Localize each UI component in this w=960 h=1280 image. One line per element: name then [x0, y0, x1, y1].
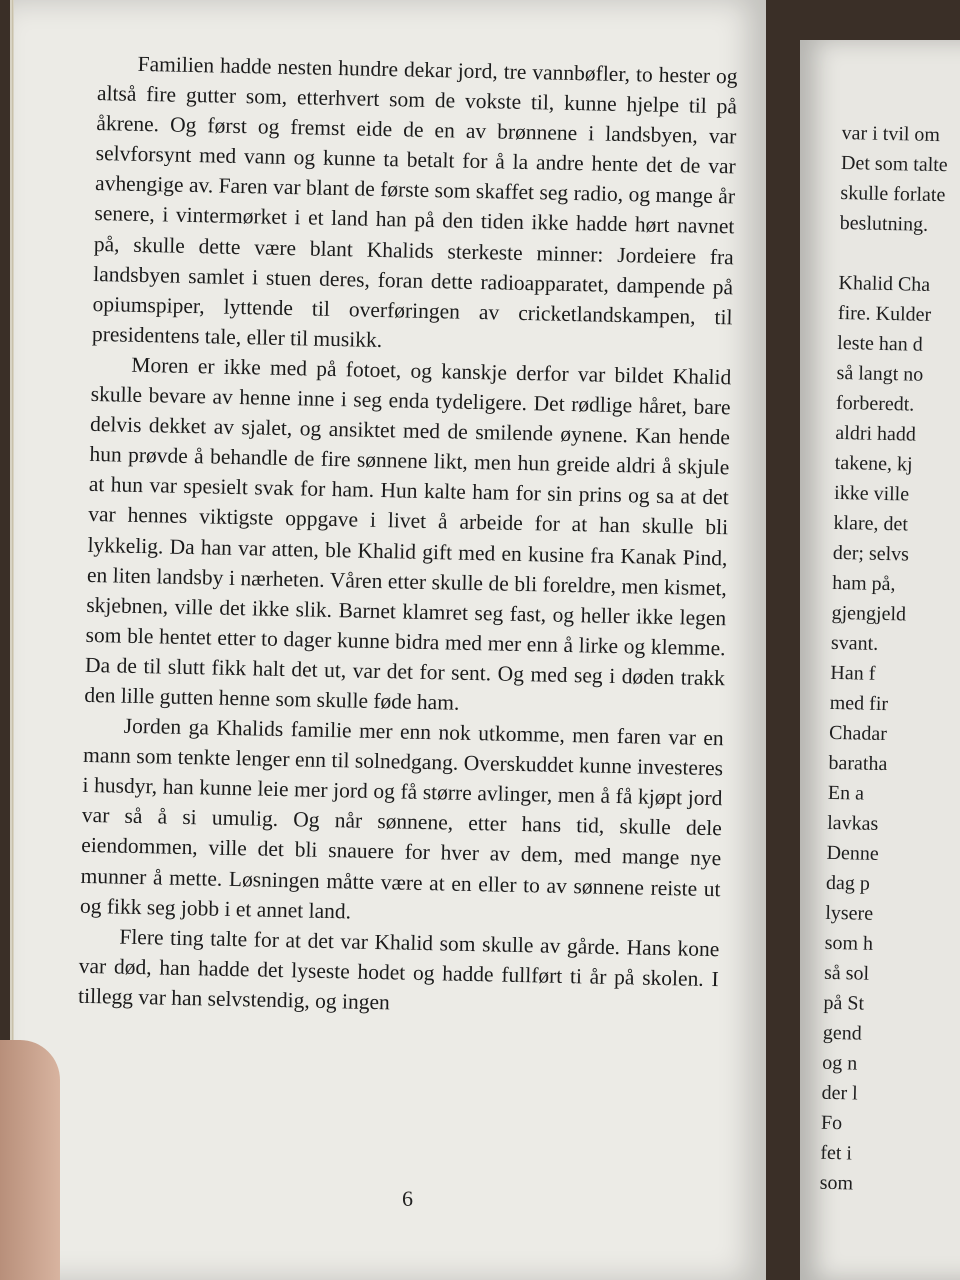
right-page-line: svant. — [830, 631, 879, 655]
right-page-line: aldri hadd — [835, 421, 917, 446]
right-page-line: En a — [827, 781, 865, 805]
paragraph-4: Flere ting talte for at det var Khalid som skulle av gårde. Hans kone var død, han hadde det lyseste hodet og hadde fullført ti år på skolen. I tillegg var han selvstendig, og ingen — [77, 924, 720, 1015]
right-page-line — [839, 238, 960, 271]
right-page-line: på St — [823, 991, 865, 1015]
right-page-line: baratha — [828, 751, 888, 776]
right-page-line: lavkas — [827, 811, 879, 835]
right-page-line: fire. Kulder — [837, 301, 932, 326]
right-page-line: Det som talte — [840, 151, 948, 177]
page-number: 6 — [402, 1186, 413, 1211]
right-page-line: dag p — [825, 871, 871, 895]
right-page-line: klare, det — [833, 511, 909, 536]
right-page-line: fet i — [820, 1141, 853, 1165]
right-page-line: med fir — [829, 691, 889, 716]
right-page-line: Han f — [830, 661, 876, 685]
right-page-line: leste han d — [837, 331, 924, 356]
right-page-line: gend — [822, 1021, 862, 1045]
right-page-line: ham på, — [832, 571, 896, 596]
right-page-line: lysere — [825, 901, 874, 925]
right-page-line: Fo — [820, 1111, 843, 1135]
right-page-line: beslutning. — [839, 211, 929, 236]
right-page-line: og n — [821, 1051, 858, 1075]
right-page-line: Denne — [826, 841, 880, 865]
right-page-line: var i tvil om — [841, 121, 941, 147]
thumb — [0, 1040, 60, 1280]
right-page-line: ikke ville — [833, 481, 910, 506]
right-page-text — [819, 118, 960, 1200]
right-page-line: Khalid Cha — [838, 271, 931, 296]
right-page-line: forberedt. — [835, 391, 915, 416]
right-page-line: som h — [824, 931, 874, 955]
right-page-line: så langt no — [836, 361, 924, 386]
right-page-line: skulle forlate — [840, 181, 946, 207]
right-page-line: som — [819, 1171, 854, 1195]
right-page-line: der; selvs — [832, 541, 910, 566]
right-page-line: takene, kj — [834, 451, 913, 476]
body-text — [78, 48, 738, 1024]
right-page-line: Chadar — [828, 721, 888, 746]
right-page-line: gjengjeld — [831, 601, 907, 626]
right-page-line: så sol — [823, 961, 870, 985]
paragraph-2: Moren er ikke med på fotoet, og kanskje derfor var bildet Khalid skulle bevare av henne inne i seg enda tydeligere. Det rødlige håret, bare delvis dekket av sjalet, og ansiktet med de smilende øynene. Kan hende hun prøvde å behandle de fire sønnene likt, men hun greide aldri å skjule at hun var spesielt svak for ham. Hun kalte ham for sin prins og sa at det var hennes viktigste oppgave i livet å arbeide for at han skulle bli lykkelig. Da han var atten, ble Khalid gift med en kusine fra Kanak Pind, en liten landsby i nærheten. Våren etter skulle de bli foreldre, men kismet, skjebnen, ville det ikke slik. Barnet klamret seg fast, og heller ikke legen som ble hentet etter to dager kunne bidra med mer enn å lirke og klemme. Da de til slutt fikk halt det ut, var det for sent. Og med seg i døden trakk den lille gutten henne som skulle føde ham. — [84, 352, 732, 715]
paragraph-3: Jorden ga Khalids familie mer enn nok utkomme, men faren var en mann som tenkte lenger enn til solnedgang. Overskuddet kunne investeres i husdyr, han kunne leie mer jord og få større avlinger, men å få kjøpt jord var så å si umulig. Og når sønnene, etter hans tid, skulle dele eiendommen, ville det bli snauere for hver av dem, med mange nye munner å mette. Løsningen måtte være at en eller to av sønnene reiste ut og fikk seg jobb i et annet land. — [79, 713, 724, 924]
right-page-line: der l — [821, 1081, 858, 1105]
paragraph-1: Familien hadde nesten hundre dekar jord, tre vannbøfler, to hester og altså fire gutter som, etterhvert som de vokste til, kunne hjelpe til på åkrene. Og først og fremst eide de en av brønnene i landsbyen, var selvforsynt med vann og kunne ta betalt for å la andre hente det de var avhengige av. Faren var blant de første som skaffet seg radio, og mange år senere, i vintermørket i et land han på den tiden ikke hadde hørt navnet på, skulle dette være blant Khalids sterkeste minner: Jordeiere fra landsbyen samlet i stuen deres, foran dette radioapparatet, dampende på opiumspiper, lyttende til overføringen av cricketlandskampen, til presidentens tale, eller til musikk. — [91, 51, 738, 352]
